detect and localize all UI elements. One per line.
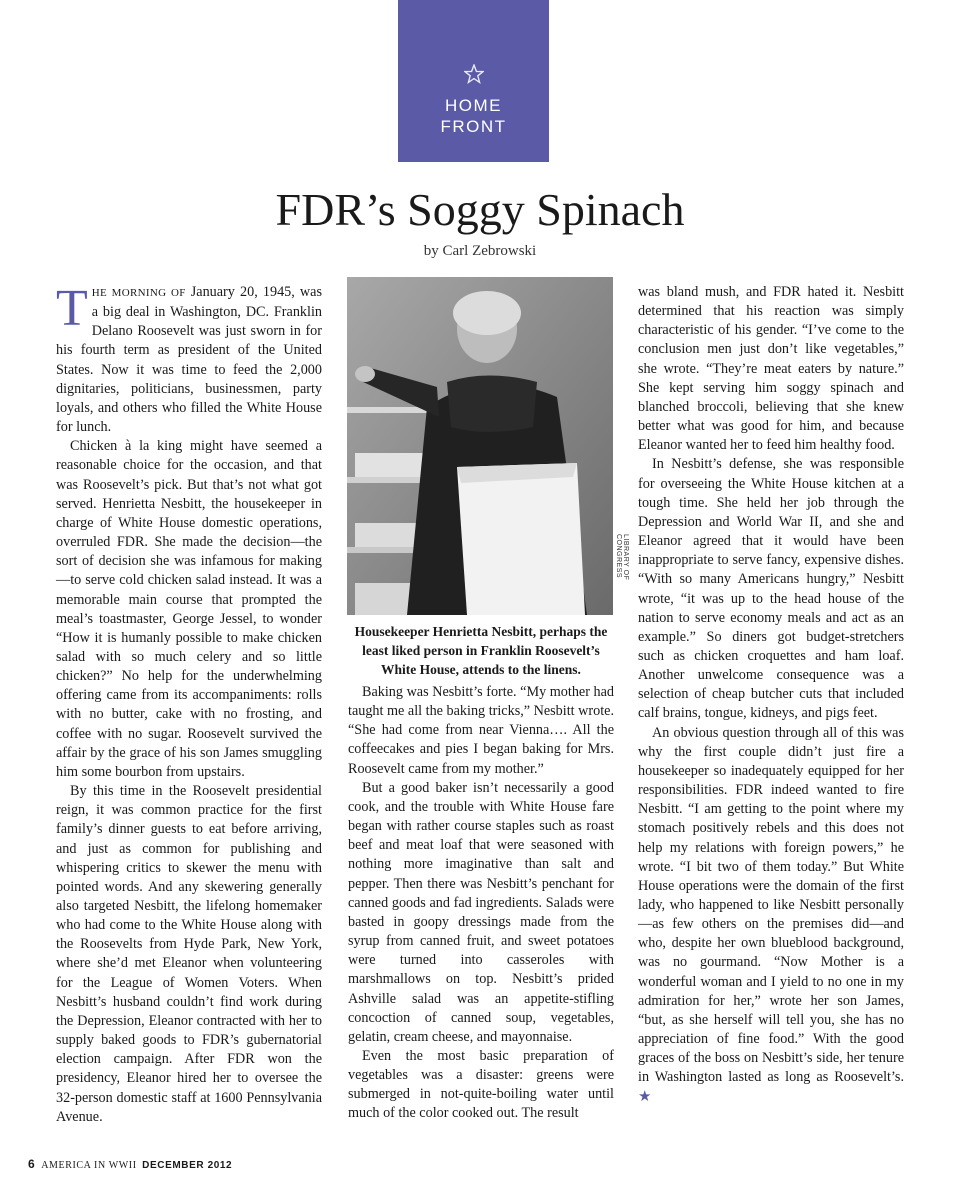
lead-text: January 20, 1945, was a big deal in Washington, DC. Franklin Delano Roosevelt was just sworn in for his fourth term as president of the United States. Now it was time to feed the 2,000 dignitaries, politicians, businessmen, party loyals, and others who filled the White House for lunch. — [56, 284, 322, 436]
section-tab — [398, 0, 549, 162]
lead-smallcaps: HE MORNING OF — [91, 287, 186, 299]
photo-caption: Housekeeper Henrietta Nesbitt, perhaps the least liked person in Franklin Roosevelt’s White House, attends to the linens. — [354, 624, 608, 677]
article-title: FDR’s Soggy Spinach — [275, 184, 685, 235]
paragraph: In Nesbitt’s defense, she was responsible for overseeing the White House kitchen at a tough time. She held her job through the Depression and World War II, and she and Eleanor agreed that it would have been inappropriate to serve fancy, expensive dishes. “With so many Americans hungry,” Nesbitt wrote, “it was up to the head house of the nation to serve economy meals and act as an example.” So diners got budget-stretchers such as chicken croquettes and ham loaf. Another unwelcome consequence was a selection of cheap butcher cuts that included calf brains, tongue, kidneys, and pigs feet. — [638, 456, 904, 722]
paragraph: But a good baker isn’t necessarily a good cook, and the trouble with White House fare began with rather course staples such as roast beef and meat loaf that were seasoned with nothing more imaginative than salt and pepper. Then there was Nesbitt’s penchant for canned goods and fad ingredients. Salads were basted in goopy dressings made from the syrup from canned fruit, and sweet potatoes were turned into casseroles with marshmallows on top. Nesbitt’s prided Ashville salad was an appetite-stifling concoction of canned soup, vegetables, gelatin, cream cheese, and mayonnaise. — [348, 779, 614, 1045]
paragraph-text: An obvious question through all of this was why the first couple didn’t just fire a housekeeper so inadequately equipped for her responsibilities. FDR indeed wanted to fire Nesbitt. “I am getting to the point where my stomach positively rebels and this does not help my relations with foreign powers,” he wrote. “I bit two of them today.” But White House operations were the domain of the first lady, who happened to like Nesbitt personally—as few others on the premises did—and who, despite her own blueblood background, was no gourmand. “Now Mother is a wonderful woman and I yield to no one in my admiration for her,” wrote her son James, “but, as she herself will tell you, she has no appreciation of fine food.” With the good graces of the boss on Nesbitt’s side, her tenure in Washington lasted as long as Roosevelt’s. — [638, 724, 904, 1086]
paragraph: Even the most basic preparation of vegetables was a disaster: greens were submerged in not-quite-boiling water until much of the color cooked out. The result — [348, 1047, 614, 1122]
article-column-3 — [638, 283, 904, 1107]
page-footer — [28, 1157, 232, 1171]
article-byline: by Carl Zebrowski — [423, 243, 537, 259]
article-column-2 — [348, 683, 614, 1124]
drop-cap: T — [56, 280, 88, 337]
paragraph: Baking was Nesbitt’s forte. “My mother had taught me all the baking tricks,” Nesbitt wrote. “She had come from near Vienna…. All the coffeecakes and pies I began baking for Mrs. Roosevelt came from my mother.” — [348, 684, 614, 777]
photo-henrietta-nesbitt — [347, 277, 613, 615]
paragraph: By this time in the Roosevelt presidential reign, it was common practice for the first family’s dinner guests to eat before arriving, and just as common for publishing and whispering critics to skewer the menu with pointed words. And any skewering generally also targeted Nesbitt, the lifelong homemaker who had come to the White House along with the Roosevelts from Hyde Park, New York, where she’d met Eleanor when volunteering for the League of Women Voters. When Nesbitt’s husband couldn’t find work during the Depression, Eleanor contracted with her to supply baked goods to FDR’s gubernatorial election campaign. After FDR won the presidency, Eleanor hired her to oversee the 32-person domestic staff at 1600 Pennsylvania Avenue. — [56, 783, 322, 1125]
star-icon — [398, 64, 549, 88]
paragraph: Chicken à la king might have seemed a reasonable choice for the occasion, and that was Roosevelt’s pick. But that’s not what got served. Henrietta Nesbitt, the housekeeper in charge of White House domestic operations, overruled FDR. She made the decision—the sort of decision she was infamous for making—to serve cold chicken salad instead. It was a memorable main course that prompted the meal’s toastmaster, George Jessel, to wonder “How it is humanly possible to make chicken salad with so much celery and so little chicken?” No help for the underwhelming offering came from its accompaniments: rolls with no butter, cake with no frosting, and coffee with no sugar. Roosevelt survived the affair by the grace of his son James smuggling him some bourbon from upstairs. — [56, 438, 322, 780]
section-label — [398, 95, 549, 137]
lead-paragraph — [56, 280, 322, 437]
photo-credit: LIBRARY OF CONGRESS — [615, 534, 629, 581]
end-star-icon: ★ — [638, 1088, 652, 1105]
paragraph — [638, 724, 904, 1107]
paragraph: was bland mush, and FDR hated it. Nesbitt determined that his reaction was simply characteristic of his gender. “I’ve come to the conclusion men just don’t like vegetables,” she wrote. “They’re meat eaters by nature.” She kept serving him soggy spinach and blanched broccoli, believing that she knew better what was good for him, and because Eleanor wanted her to feed him healthy food. — [638, 284, 904, 454]
magazine-name: AMERICA IN WWII — [41, 1160, 137, 1171]
issue-date: DECEMBER 2012 — [142, 1160, 233, 1171]
article-column-1 — [56, 280, 322, 1127]
section-label-line1: HOME — [445, 96, 502, 115]
page-number: 6 — [28, 1157, 35, 1171]
section-label-line2: FRONT — [440, 117, 507, 136]
